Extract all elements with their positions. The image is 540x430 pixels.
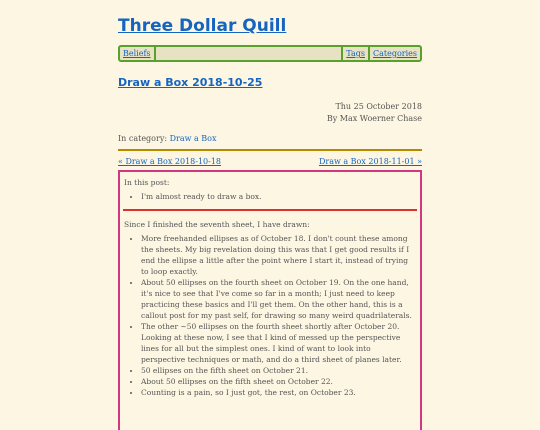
nav-spacer [156,47,344,60]
post-author: By Max Woerner Chase [326,114,422,123]
toc-heading: In this post: [124,178,170,187]
post-navigation [118,156,422,168]
list-item: • The other ~50 ellipses on the fourth sheet shortly after October 20. Looking at these now, I see that I kind of messed up the perspective lines for all but the simplest ones. I kind of want to look into perspective techniques or math, and do a third sheet of planes later. [141,321,416,365]
next-post-link[interactable]: Draw a Box 2018-11-01 » [318,157,422,166]
body-intro: Since I finished the seventh sheet, I have drawn: [124,220,310,229]
prev-post-link[interactable]: « Draw a Box 2018-10-18 [118,157,222,166]
list-item: • About 50 ellipses on the fourth sheet on October 19. On the one hand, it's nice to see that I've come so far in a month; I just need to keep practicing these basics and I'll get them. On the other hand, this is a callout post for my past self, for drawing so many weird quadrilaterals. [141,277,416,321]
post-date: Thu 25 October 2018 [335,102,422,111]
nav-bar [118,45,422,62]
nav-beliefs-link[interactable]: Beliefs [120,47,156,60]
post-title-link[interactable]: Draw a Box 2018-10-25 [118,76,263,89]
divider [118,149,422,151]
body-list [124,233,416,398]
post-meta [118,101,422,125]
nav-categories-link[interactable]: Categories [373,49,417,58]
post-category [118,133,422,144]
page-container [118,16,422,430]
list-item: • Counting is a pain, so I just got, the rest, on October 23. [141,387,416,398]
category-link[interactable]: Draw a Box [169,134,217,143]
toc-list [124,191,416,202]
list-item: • About 50 ellipses on the fifth sheet on October 22. [141,376,416,387]
nav-tags-link[interactable]: Tags [343,47,370,60]
list-item: • More freehanded ellipses as of October 18. I don't count these among the sheets. My big revelation doing this was that I get good results if I end the ellipse a little after the point where I start it, instead of trying to loop exactly. [141,233,416,277]
category-prefix: In category: [118,134,170,143]
list-item: • 50 ellipses on the fifth sheet on October 21. [141,365,416,376]
post-content [118,170,422,430]
toc-divider [123,209,417,211]
toc-item: • I'm almost ready to draw a box. [141,191,416,202]
site-title-link[interactable]: Three Dollar Quill [118,16,287,36]
